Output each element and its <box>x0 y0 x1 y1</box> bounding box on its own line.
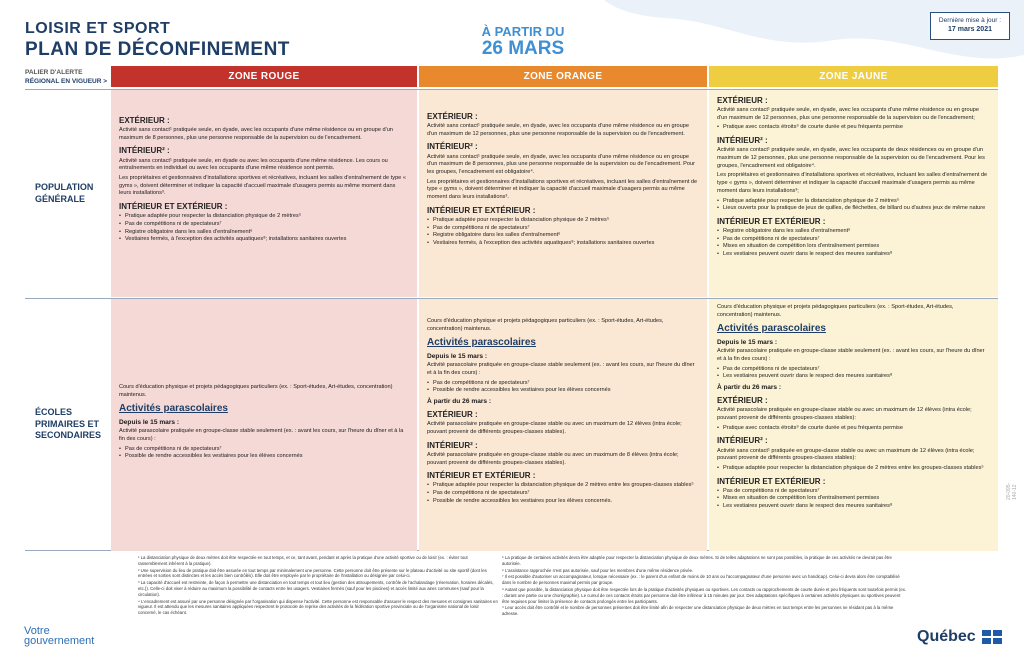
cell-ecoles-rouge <box>111 299 417 551</box>
text: Activité sans contact¹ pratiquée seule, en dyade, avec les occupants d'une même résidence ou en groupe d'un maximum de 12 personnes, plus une personne responsable de la supervision ou de l'encadrement; <box>717 107 979 121</box>
list-item: • Possible de rendre accessibles les vestiaires pour les élèves concernés. <box>427 498 699 506</box>
heading: EXTÉRIEUR : <box>119 116 170 125</box>
text: Activité sans contact¹ pratiquée seule, en dyade, avec les occupants de deux résidences ou en groupe d'un maximum de 12 personnes, plus une personne responsable de la supervision ou de l'encadrement. Pour les groupes, l'encadrement est obligatoire⁴. <box>717 147 985 169</box>
row-label-line: PRIMAIRES ET <box>35 418 100 429</box>
footnote: ³ La capacité d'accueil est restreinte, de façon à permettre une distanciation en tout temps et tout lieu (gestion des attroupements, contrôle de l'achalandage (réservation, horaires décalés, etc.)). Celle-ci doit viser à réduire au maximum la possibilité de contacts entre les usagers. Vestiaires fermés (sauf pour les piscines) et accès limité aux aires communes (sauf pour la circulation). <box>138 580 494 597</box>
text: Activité parascolaire pratiquée en groupe-classe stable ou avec un maximum de 12 élèves (intra école; pouvant provenir de différents groupes-classes stables). <box>427 421 682 436</box>
footnote: ⁹ Leur accès doit être contrôlé et le nombre de personnes présentes doit être limité afin de respecter une distanciation physique de deux mètres en tout temps entre les personnes ne résidant pas à la même adresse. <box>502 605 894 617</box>
document-code: 20-095-140-12 <box>1006 482 1018 500</box>
list-item: • Vestiaires fermés, à l'exception des activités aquatiques⁸; installations sanitaires ouvertes <box>427 240 699 248</box>
palier-arrow: > <box>103 77 108 85</box>
list-item: • Possible de rendre accessibles les vestiaires pour les élèves concernés <box>427 387 699 395</box>
subheading: Activités parascolaires <box>119 403 228 415</box>
row-label-line: ÉCOLES <box>35 407 73 417</box>
heading: INTÉRIEUR² : <box>427 440 478 450</box>
cell-pop-rouge <box>111 90 417 297</box>
palier-label <box>25 69 107 87</box>
list-item: • Pas de compétitions ni de spectateurs⁷ <box>427 225 699 233</box>
list-item: • Vestiaires fermés, à l'exception des activités aquatiques⁸; installations sanitaires ouvertes <box>119 236 409 244</box>
list-item: • Possible de rendre accessibles les vestiaires pour les élèves concernés <box>119 453 409 461</box>
cell-ecoles-orange <box>419 299 707 551</box>
row-label-ecoles <box>35 407 101 442</box>
date-label: Depuis le 15 mars : <box>119 419 180 427</box>
list-item: • Pratique adaptée pour respecter la distanciation physique de 2 mètres⁵ <box>119 213 409 221</box>
list-item: • Pas de compétitions ni de spectateurs⁷ <box>717 236 990 244</box>
date-label: À partir du 26 mars : <box>427 398 492 406</box>
date-main: 26 MARS <box>481 38 565 59</box>
date-label: À partir du 26 mars : <box>717 384 782 392</box>
text: Activité parascolaire pratiquée en groupe-classe stable seulement (ex. : avant les cours, sur l'heure du dîner et à la fin des cours) : <box>717 348 985 363</box>
list-item: • Pas de compétitions ni de spectateurs⁷ <box>119 446 409 454</box>
update-box <box>930 12 1010 40</box>
heading: EXTÉRIEUR : <box>717 396 768 406</box>
text: Cours d'éducation physique et projets pédagogiques particuliers (ex. : Sport-études, Art-études, concentration) maintenus. <box>717 304 954 318</box>
footnote: ⁵ La pratique de certaines activités devra être adaptée pour respecter la distanciation physique de deux mètres. Si de telles adaptations ne sont pas possibles, la pratique de ces activités ne devrait pas être autorisée. <box>502 555 892 566</box>
footnote: ⁶ L'assistance rapprochée n'est pas autorisée, sauf pour les membres d'une même résidence privée. <box>502 567 694 573</box>
cell-pop-jaune <box>709 90 998 297</box>
date-label: Depuis le 15 mars : <box>717 339 778 347</box>
row-label-line: SECONDAIRES <box>35 430 102 441</box>
heading: EXTÉRIEUR : <box>717 96 768 105</box>
heading: INTÉRIEUR² : <box>427 142 478 152</box>
list-item: • Pas de compétitions ni de spectateurs⁷ <box>717 488 990 496</box>
text: Activité sans contact¹ pratiquée seule, en dyade, avec les occupants d'une même résidence ou en groupe d'un maximum de 8 personnes, plus une personne responsable de la supervision ou de l'encadrement. <box>119 127 393 141</box>
heading: INTÉRIEUR² : <box>717 136 768 146</box>
row-ecoles <box>25 298 998 551</box>
text: Activité sans contact¹ pratiquée en groupe-classe stable ou avec un maximum de 12 élèves (intra école; pouvant provenir de différents groupes-classes stables): <box>717 447 975 462</box>
palier-line1: PALIER D'ALERTE <box>25 69 83 76</box>
heading: INTÉRIEUR ET EXTÉRIEUR : <box>427 205 536 215</box>
heading: INTÉRIEUR² : <box>119 146 170 156</box>
zone-jaune-header: ZONE JAUNE <box>709 66 998 87</box>
list-item: • Registre obligatoire dans les salles d'entraînement⁶ <box>119 229 409 237</box>
heading: INTÉRIEUR ET EXTÉRIEUR : <box>427 471 536 481</box>
list-item: • Pas de compétitions ni de spectateurs⁷ <box>427 380 699 388</box>
list-item: • Pratique adaptée pour respecter la distanciation physique de 2 mètres entre les groupes-classes stables⁵ <box>427 482 699 490</box>
list-item: • Pratique adaptée pour respecter la distanciation physique de 2 mètres⁵ <box>427 217 699 225</box>
heading: INTÉRIEUR ET EXTÉRIEUR : <box>717 476 826 486</box>
text: Cours d'éducation physique et projets pédagogiques particuliers (ex. : Sport-études, Art-études, concentration) maintenus. <box>427 318 664 332</box>
date-label: Depuis le 15 mars : <box>427 353 488 361</box>
footnotes-left <box>138 555 498 617</box>
row-population-generale <box>25 89 998 297</box>
list-item: • Pas de compétitions ni de spectateurs⁷ <box>717 366 990 374</box>
votre-gouvernement-logo <box>24 626 94 647</box>
list-item: • Pratique avec contacts étroits⁹ de courte durée et peu fréquents permise <box>717 124 990 132</box>
update-date: 17 mars 2021 <box>948 26 992 34</box>
heading: EXTÉRIEUR : <box>427 112 478 121</box>
text: Activité sans contact¹ pratiquée seule, en dyade ou avec les occupants d'une même résidence. Les cours ou entraînements en individuel ou avec les occupants d'une même résidence sont permis. <box>119 157 388 172</box>
footnote: ¹ La distanciation physique de deux mètres doit être respectée en tout temps, et ce, tant avant, pendant et après la pratique d'une activité sportive ou de loisir (ex. : éviter tout rassemblement inhérent à la pratique). <box>138 555 468 566</box>
row-label-line: POPULATION <box>35 182 94 192</box>
footnotes-right <box>502 555 907 618</box>
list-item: • Pas de compétitions ni de spectateurs⁷ <box>119 221 409 229</box>
text: Cours d'éducation physique et projets pédagogiques particuliers (ex. : Sport-études, Art-études, concentration) maintenus. <box>119 384 393 398</box>
text: Activité sans contact¹ pratiquée seule, en dyade, avec les occupants d'une même résidence ou en groupe d'un maximum de 8 personnes, plus une personne responsable de la supervision ou de l'encadrement. Pour les groupes, l'encadrement est obligatoire⁴. <box>427 153 696 175</box>
list-item: • Les vestiaires peuvent ouvrir dans le respect des meures sanitaires⁸ <box>717 503 990 511</box>
list-item: • Registre obligatoire dans les salles d'entraînement⁶ <box>427 232 699 240</box>
list-item: • Pratique adaptée pour respecter la distanciation physique de 2 mètres entre les groupes-classes stables⁵ <box>717 465 990 473</box>
header-title-line2: PLAN DE DÉCONFINEMENT <box>25 39 290 60</box>
heading: INTÉRIEUR ET EXTÉRIEUR : <box>717 216 826 226</box>
heading: INTÉRIEUR² : <box>717 436 768 446</box>
text: Activité parascolaire pratiquée en groupe-classe stable seulement (ex. : avant les cours, sur l'heure du dîner et à la fin des cours) : <box>427 362 695 377</box>
footnote: ⁷ Il est possible d'autoriser un accompagnateur, lorsque nécessaire (ex. : le parent d'un enfant de moins de 10 ans ou l'accompagnateur d'une personne avec un handicap). Celui-ci devra alors être comptabilisé dans le nombre de personnes maximal permis par groupe. <box>502 574 900 586</box>
list-item: • Registre obligatoire dans les salles d'entraînement⁶ <box>717 228 990 236</box>
zone-rouge-header: ZONE ROUGE <box>111 66 417 87</box>
row-label-line: GÉNÉRALE <box>35 193 86 204</box>
text: Les propriétaires et gestionnaires d'installations sportives et récréatives, incluant les salles d'entraînement de type « gyms », doivent déterminer et indiquer la capacité d'accueil maximale d'usagers permis au même moment dans leurs installations³. <box>427 178 698 201</box>
cell-ecoles-jaune <box>709 299 998 551</box>
cell-pop-orange <box>419 90 707 297</box>
text: Activité parascolaire pratiquée en groupe-classe stable seulement (ex. : avant les cours, sur l'heure du dîner et à la fin des cours) : <box>119 428 404 443</box>
update-label: Dernière mise à jour : <box>938 17 1002 24</box>
text: Activité sans contact¹ pratiquée seule, en dyade, avec les occupants d'une même résidence ou en groupe d'un maximum de 12 personnes, plus une personne responsable de la supervision ou de l'encadrement. <box>427 123 689 137</box>
list-item: • Mises en situation de compétition lors d'entraînement permises <box>717 495 990 503</box>
row-label-population <box>35 182 93 205</box>
text: Les propriétaires et gestionnaires d'installations sportives et récréatives, incluant les salles d'entraînement de type « gyms », doivent déterminer et indiquer la capacité d'accueil maximale d'usagers permis au même moment dans leurs installations³; <box>717 172 988 194</box>
heading: EXTÉRIEUR : <box>427 410 478 420</box>
palier-line2: RÉGIONAL EN VIGUEUR <box>25 77 102 85</box>
logo-line: gouvernement <box>24 635 95 648</box>
zone-orange-header: ZONE ORANGE <box>419 66 707 87</box>
list-item: • Les vestiaires peuvent ouvrir dans le respect des meures sanitaires⁸ <box>717 373 990 381</box>
list-item: • Pas de compétitions ni de spectateurs⁷ <box>427 490 699 498</box>
logo-line: Votre <box>24 625 50 637</box>
list-item: • Pratique adaptée pour respecter la distanciation physique de 2 mètres⁵ <box>717 198 990 206</box>
heading: INTÉRIEUR ET EXTÉRIEUR : <box>119 202 228 212</box>
header-title-line1: LOISIR ET SPORT <box>25 20 171 37</box>
list-item: • Les vestiaires peuvent ouvrir dans le respect des meures sanitaires⁸ <box>717 251 990 259</box>
quebec-flag-icon <box>982 630 1002 644</box>
text: Les propriétaires et gestionnaires d'installations sportives et récréatives, incluant les salles d'entraînement de type « gyms », doivent déterminer et indiquer la capacité d'accueil maximale d'usagers permis au même moment dans leurs installations³. <box>119 174 406 197</box>
subheading: Activités parascolaires <box>427 337 536 349</box>
list-item: • Pratique avec contacts étroits⁹ de courte durée et peu fréquents permise <box>717 425 990 433</box>
footnote: ² Une supervision du lieu de pratique doit être assurée en tout temps par minimalement une personne. Cette personne doit être présente sur le plateau d'activité ou site sportif (dont les entrées et sorties sont distinctes et les accès bien contrôlés). Elle doit être employée par le propriétaire de l'installation ou désignée par celui-ci. <box>138 567 487 579</box>
text: Activité parascolaire pratiquée en groupe-classe stable ou avec un maximum de 8 élèves (intra école; pouvant provenir de différents groupes-classes stables). <box>427 451 679 466</box>
list-item: • Lieux ouverts pour la pratique de jeux de quilles, de fléchettes, de billard ou d'autres jeux de même nature <box>717 205 990 213</box>
list-item: • Mises en situation de compétition lors d'entraînement permises <box>717 243 990 251</box>
footnote: ⁸ Autant que possible, la distanciation physique doit être respectée lors de la pratique d'activités physiques ou sportives. Les contacts ou rapprochements de courte durée et peu fréquents sont toutefois permis (ex. : durant une partie ou une chorégraphie). Le cumul de ces contacts étroits par personne doit être inférieur à 15 minutes par jour. Des adaptations spécifiques à certaines activités physiques ou sportives peuvent être requises pour limiter la présence de contacts prolongés entre les participants. <box>502 586 907 604</box>
subheading: Activités parascolaires <box>717 323 826 335</box>
quebec-logo: Québec <box>917 628 976 645</box>
date-prefix: À PARTIR DU <box>481 24 565 39</box>
text: Activité parascolaire pratiquée en groupe-classe stable ou avec un maximum de 12 élèves (intra école; pouvant provenir de différents groupes-classes stables): <box>717 407 972 422</box>
footnote: ⁴ L'encadrement est assuré par une personne désignée par l'organisation qui dispense l'activité. Cette personne est responsable d'assurer le respect des mesures et consignes sanitaires en vigueur. Il est attendu que les mesures sanitaires appliquées respectent le protocole de reprise des activités de la fédération sportive provinciale ou de l'organisme national de loisir concerné, le cas échéant. <box>138 598 498 616</box>
